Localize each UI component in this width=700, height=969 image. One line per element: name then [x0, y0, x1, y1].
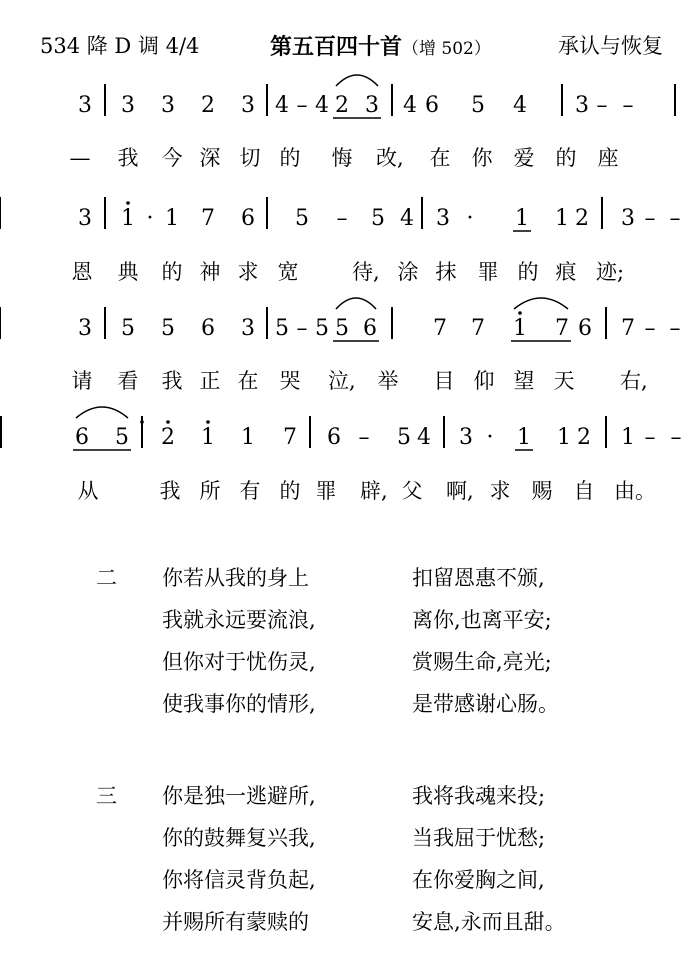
lyric: 改, — [376, 146, 404, 170]
lyric: 哭 — [279, 369, 301, 393]
jianpu-note: 1 — [165, 206, 179, 231]
lyric: 有 — [239, 479, 261, 503]
jianpu-note: 1 — [241, 425, 255, 450]
jianpu-note: 1 — [621, 425, 635, 450]
lyric: 的 — [279, 146, 301, 170]
jianpu-note: 2 — [575, 206, 589, 231]
lyric: 在 — [237, 369, 259, 393]
octave-dot — [518, 311, 522, 315]
jianpu-note: 7 — [621, 316, 635, 341]
lyric: 的 — [279, 479, 301, 503]
jianpu-note: 1 — [513, 316, 527, 341]
lyric: 我 — [117, 146, 139, 170]
jianpu-note: 7 — [471, 316, 485, 341]
lyric: 泣, — [328, 369, 356, 393]
jianpu-note: 3 — [121, 93, 135, 118]
lyric: 你 — [471, 146, 493, 170]
verse-line: 并赐所有蒙赎的 — [162, 910, 309, 934]
sustain-dash: – — [622, 93, 634, 118]
verse-line: 我将我魂来投; — [412, 784, 546, 808]
hymn-key-time: 534 降 D 调 4/4 — [40, 34, 200, 58]
sustain-dash: – — [644, 425, 656, 450]
sustain-dash: – — [670, 425, 682, 450]
sustain-dash: – — [644, 316, 656, 341]
jianpu-note: 5 — [397, 425, 411, 450]
dot-note: · — [466, 206, 474, 231]
lyric: 从 — [77, 479, 99, 503]
octave-dot — [166, 420, 170, 424]
jianpu-note: 1 — [515, 206, 529, 231]
jianpu-note: 7 — [433, 316, 447, 341]
lyric: 痕 — [555, 260, 577, 284]
lyrics-line-4 — [0, 476, 700, 506]
jianpu-note: 3 — [78, 93, 92, 118]
verse-line: 你若从我的身上 — [162, 566, 309, 590]
jianpu-note: 3 — [365, 93, 379, 118]
jianpu-note: 3 — [78, 316, 92, 341]
verse-line: 但你对于忧伤灵, — [162, 650, 316, 674]
jianpu-note: 5 — [115, 425, 129, 450]
jianpu-note: 3 — [575, 93, 589, 118]
slur — [76, 407, 128, 418]
jianpu-note: 6 — [241, 206, 255, 231]
jianpu-note: 2 — [201, 93, 215, 118]
lyric: 求 — [489, 479, 511, 503]
lyric: 座 — [597, 146, 619, 170]
octave-dot — [140, 420, 144, 424]
sustain-dash: – — [336, 206, 348, 231]
jianpu-note: 5 — [121, 316, 135, 341]
jianpu-note: 1 — [557, 425, 571, 450]
lyric: 神 — [199, 260, 221, 284]
lyric: 的 — [555, 146, 577, 170]
verse-line: 我就永远要流浪, — [162, 608, 316, 632]
dot-note: · — [486, 425, 494, 450]
jianpu-note: 2 — [161, 425, 175, 450]
sustain-dash: – — [644, 206, 656, 231]
jianpu-note: 1 — [121, 206, 135, 231]
sustain-dash: – — [669, 206, 681, 231]
sustain-dash: – — [669, 316, 681, 341]
jianpu-note: 4 — [275, 93, 289, 118]
lyric: 目 — [433, 369, 455, 393]
verse-line: 离你,也离平安; — [412, 608, 552, 632]
lyrics-line-1 — [0, 143, 700, 173]
lyric: 待, — [352, 260, 380, 284]
jianpu-note: 5 — [275, 316, 289, 341]
lyric: 所 — [199, 479, 221, 503]
verse-number: 二 — [96, 566, 117, 590]
slur — [336, 298, 376, 309]
verse-line: 是带感谢心肠。 — [412, 692, 559, 716]
slur — [514, 298, 568, 309]
jianpu-note: 5 — [335, 316, 349, 341]
jianpu-note: 5 — [315, 316, 329, 341]
verse-line: 当我屈于忧愁; — [412, 826, 546, 850]
sustain-dash: – — [296, 93, 308, 118]
verse-line: 你的鼓舞复兴我, — [162, 826, 316, 850]
lyric: 求 — [237, 260, 259, 284]
hymn-number: 第五百四十首 — [270, 34, 403, 60]
jianpu-note: 5 — [295, 206, 309, 231]
lyric: 深 — [199, 146, 221, 170]
jianpu-note: 6 — [327, 425, 341, 450]
jianpu-note: 6 — [363, 316, 377, 341]
lyric: 正 — [199, 369, 221, 393]
lyric: 爱 — [513, 146, 535, 170]
slur — [336, 75, 378, 86]
jianpu-note: 3 — [621, 206, 635, 231]
lyric: 的 — [517, 260, 539, 284]
lyric: 请 — [71, 369, 93, 393]
lyric: 宽 — [277, 260, 299, 284]
sustain-dash: – — [296, 316, 308, 341]
jianpu-note: 5 — [371, 206, 385, 231]
jianpu-note: 2 — [577, 425, 591, 450]
octave-dot — [126, 201, 130, 205]
verse-line: 在你爱胸之间, — [412, 868, 545, 892]
lyric: 在 — [429, 146, 451, 170]
jianpu-note: 5 — [471, 93, 485, 118]
verse-line: 赏赐生命,亮光; — [412, 650, 552, 674]
lyric: 迹; — [596, 260, 625, 284]
lyric: 悔 — [331, 146, 353, 170]
jianpu-note: 6 — [578, 316, 592, 341]
lyric: 涂 — [397, 260, 419, 284]
lyrics-line-2 — [0, 257, 700, 287]
lyric: 啊, — [446, 479, 474, 503]
verse-line: 扣留恩惠不颁, — [412, 566, 545, 590]
jianpu-note: 1 — [201, 425, 215, 450]
jianpu-note: 3 — [161, 93, 175, 118]
verse-line: 安息,永而且甜。 — [412, 910, 566, 934]
verse-line: 使我事你的情形, — [162, 692, 316, 716]
lyric: 右, — [620, 369, 648, 393]
jianpu-note: 7 — [555, 316, 569, 341]
lyric: 切 — [239, 146, 261, 170]
jianpu-note: 4 — [400, 206, 414, 231]
jianpu-note: 3 — [78, 206, 92, 231]
verse-line: 你将信灵背负起, — [162, 868, 316, 892]
jianpu-note: 6 — [201, 316, 215, 341]
octave-dot — [206, 420, 210, 424]
lyric: 自 — [573, 479, 595, 503]
lyrics-line-3 — [0, 366, 700, 396]
lyric: 我 — [159, 479, 181, 503]
jianpu-note: 4 — [513, 93, 527, 118]
sustain-dash: – — [358, 425, 370, 450]
hymn-topic: 承认与恢复 — [558, 34, 663, 58]
jianpu-note: 7 — [283, 425, 297, 450]
jianpu-note: 4 — [315, 93, 329, 118]
jianpu-note: 4 — [403, 93, 417, 118]
lyric: 罪 — [477, 260, 499, 284]
lyric: 的 — [161, 260, 183, 284]
jianpu-note: 3 — [459, 425, 473, 450]
sustain-dash: – — [596, 93, 608, 118]
hymn-supplement-number: （增 502） — [402, 39, 491, 59]
dot-note: · — [146, 206, 154, 231]
lyric: 抹 — [435, 260, 457, 284]
jianpu-note: 2 — [335, 93, 349, 118]
lyric: 今 — [161, 146, 183, 170]
lyric: 天 — [553, 369, 575, 393]
lyric: 由。 — [614, 479, 656, 503]
lyric: 望 — [513, 369, 535, 393]
verse-line: 你是独一逃避所, — [162, 784, 316, 808]
lyric: 看 — [117, 369, 139, 393]
jianpu-note: 3 — [241, 316, 255, 341]
verse-number: 三 — [96, 784, 117, 808]
lyric: 父 — [401, 479, 423, 503]
lyric: 我 — [161, 369, 183, 393]
lyric: 恩 — [71, 260, 93, 284]
jianpu-note: 1 — [555, 206, 569, 231]
lyric: — — [69, 146, 91, 170]
lyric: 仰 — [473, 369, 495, 393]
jianpu-note: 1 — [517, 425, 531, 450]
lyric: 辟, — [360, 479, 388, 503]
lyric: 典 — [117, 260, 139, 284]
jianpu-note: 3 — [241, 93, 255, 118]
jianpu-note: 6 — [75, 425, 89, 450]
lyric: 赐 — [531, 479, 553, 503]
lyric: 罪 — [315, 479, 337, 503]
jianpu-note: 6 — [425, 93, 439, 118]
jianpu-note: 5 — [161, 316, 175, 341]
lyric: 举 — [377, 369, 399, 393]
jianpu-note: 7 — [201, 206, 215, 231]
jianpu-note: 4 — [417, 425, 431, 450]
jianpu-note: 3 — [436, 206, 450, 231]
